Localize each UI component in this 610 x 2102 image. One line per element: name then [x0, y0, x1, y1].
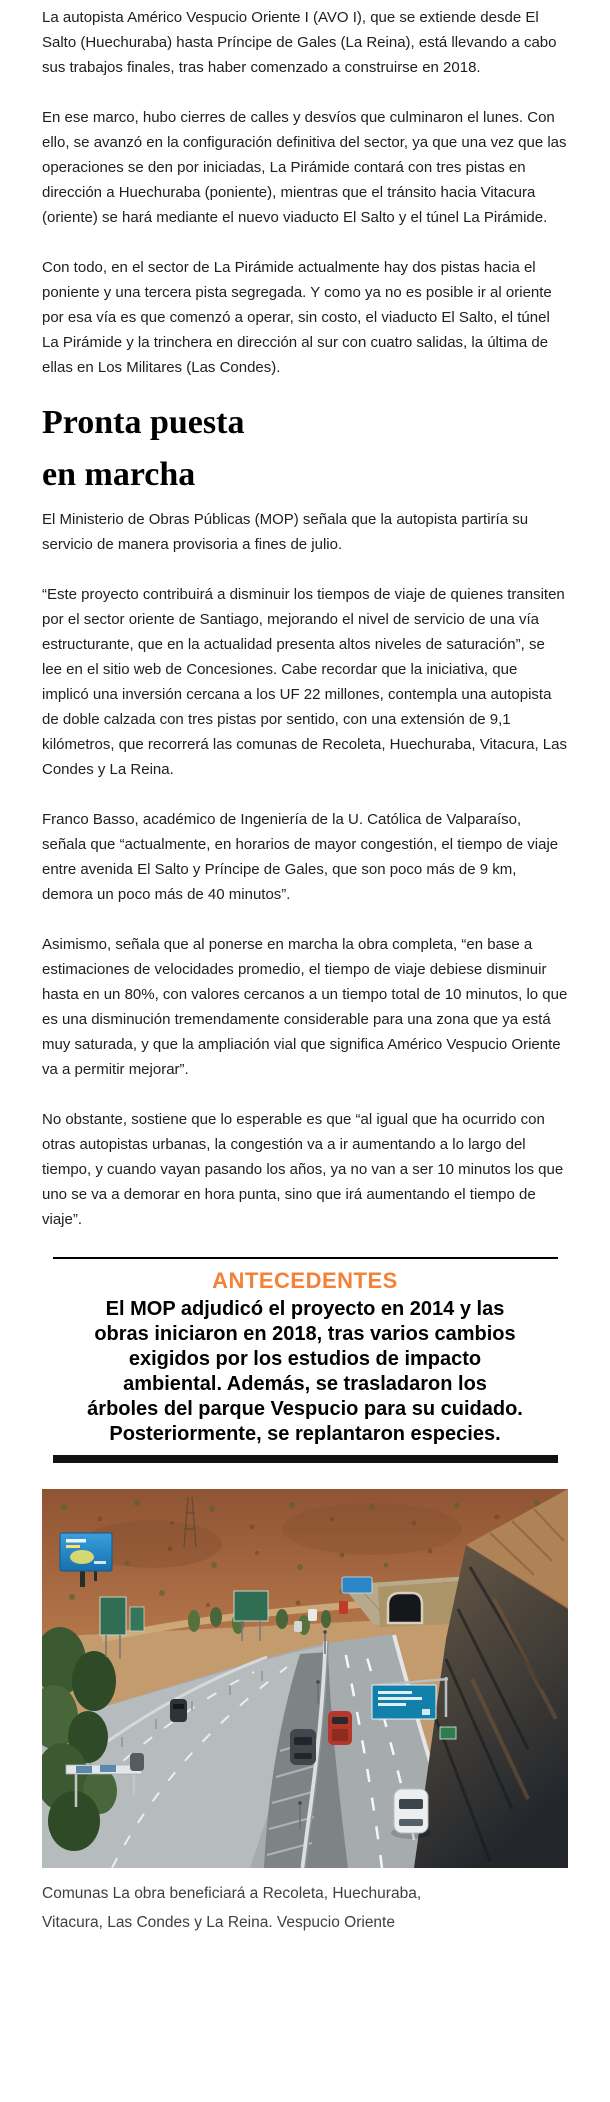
car-small-left — [130, 1753, 144, 1771]
paragraph-6: Franco Basso, académico de Ingeniería de la U. Católica de Valparaíso, señala que “actualmente, en horarios de mayor congestión, el tiempo de viaje entre avenida El Salto y Príncipe de Gales, que son poco más de 9 km, demora un poco más de 40 minutos”. — [42, 811, 559, 903]
paragraph-8: No obstante, sostiene que lo esperable es que “al igual que ha ocurrido con otras autopistas urbanas, la congestión va a ir aumentando a lo largo del tiempo, y cuando vayan pasando los años, ya no van a ser 10 minutos los que uno se va a demorar en hora punta, sino que irá aumentando el tiempo de viaje”. — [42, 1111, 564, 1228]
section-heading — [42, 397, 568, 501]
antecedentes-label: ANTECEDENTES — [212, 1268, 398, 1293]
highway-photo-illustration — [42, 1489, 568, 1868]
pickup-red — [328, 1711, 352, 1745]
photo-caption-line-1: Comunas La obra beneficiará a Recoleta, Huechuraba, — [42, 1885, 422, 1902]
section-heading-line-2: en marcha — [42, 456, 196, 493]
car-dark — [290, 1729, 316, 1765]
paragraph-2: En ese marco, hubo cierres de calles y desvíos que culminaron el lunes. Con ello, se avanzó en la configuración definitiva del sector, ya que una vez que las operaciones se den por iniciadas, La Pirámide contará con tres pistas en dirección a Huechuraba (poniente), mientras que el tránsito hacia Vitacura (oriente) se hará mediante el nuevo viaducto El Salto y el túnel La Pirámide. — [42, 109, 567, 226]
suv-white — [391, 1789, 431, 1839]
photo-caption — [42, 1879, 568, 1937]
suv-left-road — [170, 1699, 187, 1722]
tunnel-portal-icon — [388, 1593, 422, 1623]
hill-shade — [282, 1503, 462, 1555]
section-heading-line-1: Pronta puesta — [42, 404, 245, 441]
paragraph-5: “Este proyecto contribuirá a disminuir los tiempos de viaje de quienes transiten por el sector oriente de Santiago, mejorando el nivel de servicio de una vía estructurante, que en la actualidad presenta altos niveles de saturación”, se lee en el sitio web de Concesiones. Cabe recordar que la iniciativa, que implicó una inversión cercana a los UF 22 millones, contempla una autopista de doble calzada con tres pistas por sentido, con una extensión de 9,1 kilómetros, que recorrerá las comunas de Recoleta, Huechuraba, Vitacura, Las Condes y La Reina. — [42, 586, 567, 778]
paragraph-1: La autopista Américo Vespucio Oriente I (AVO I), que se extiende desde El Salto (Huechuraba) hasta Príncipe de Gales (La Reina), está llevando a cabo sus trabajos finales, tras haber comenzado a construirse en 2018. — [42, 9, 557, 76]
paragraph-4: El Ministerio de Obras Públicas (MOP) señala que la autopista partiría su servicio de manera provisoria a fines de julio. — [42, 511, 529, 553]
antecedentes-text-line: ambiental. Además, se trasladaron los — [123, 1373, 487, 1395]
antecedentes-box — [53, 1257, 558, 1463]
antecedentes-text-line: exigidos por los estudios de impacto — [128, 1348, 482, 1370]
paragraph-3: Con todo, en el sector de La Pirámide actualmente hay dos pistas hacia el poniente y una tercera pista segregada. Y como ya no es posible ir al oriente por esa vía es que comenzó a operar, sin costo, el viaducto El Salto, el túnel La Pirámide y la trinchera en dirección al sur con cuatro salidas, la última de ellas en Los Militares (Las Condes). — [42, 259, 552, 376]
antecedentes-text-line: Posteriormente, se replantaron especies. — [109, 1423, 501, 1445]
antecedentes-text-line: obras iniciaron en 2018, tras varios cambios — [94, 1323, 516, 1345]
photo-caption-line-2: Vitacura, Las Condes y La Reina. Vespucio Oriente — [42, 1914, 395, 1931]
antecedentes-text-line: El MOP adjudicó el proyecto en 2014 y las — [105, 1298, 505, 1320]
article-photo — [42, 1489, 568, 1868]
paragraph-7: Asimismo, señala que al ponerse en marcha la obra completa, “en base a estimaciones de velocidades promedio, el tiempo de viaje debiese disminuir hasta en un 80%, con valores cercanos a un tiempo total de 10 minutos, lo que es una disminución tremendamente considerable para una zona que ya está muy saturada, y que la ampliación vial que significa Américo Vespucio Oriente va a permitir mejorar”. — [42, 936, 568, 1078]
antecedentes-text-line: árboles del parque Vespucio para su cuidado. — [87, 1398, 523, 1420]
article-photo-figure — [42, 1489, 568, 1937]
